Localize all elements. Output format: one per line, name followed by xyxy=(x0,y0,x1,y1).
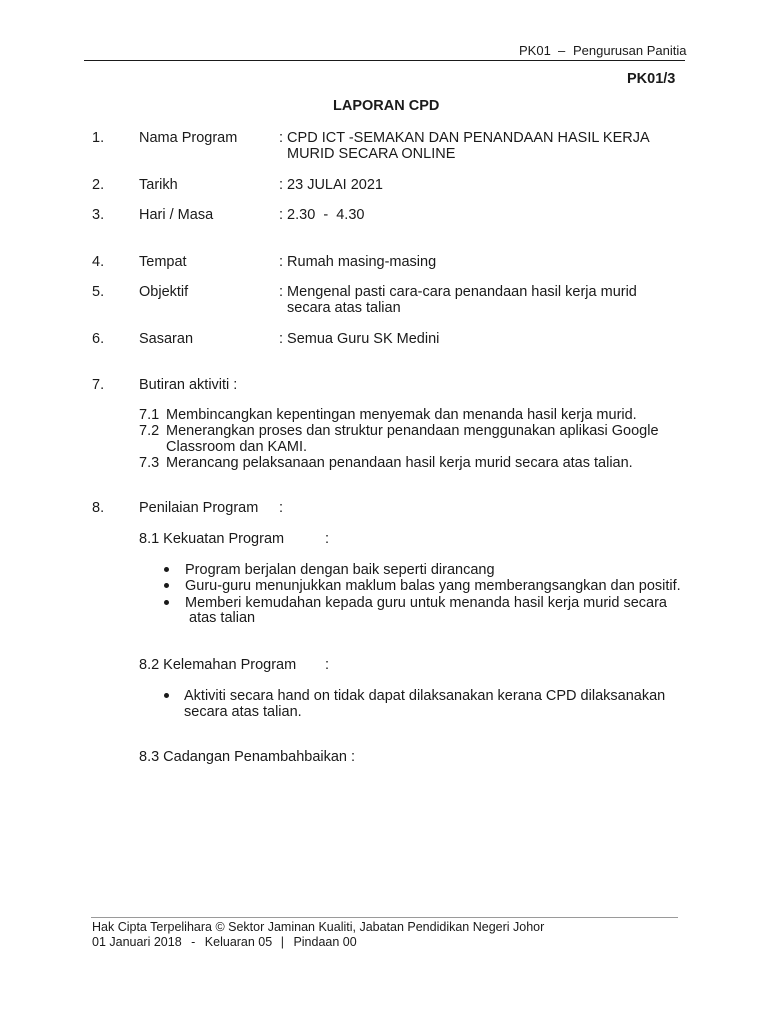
header-code: PK01 xyxy=(519,43,551,58)
header-section-title: Pengurusan Panitia xyxy=(573,43,687,58)
item-value: : 2.30 - 4.30 xyxy=(279,207,365,223)
header-rule xyxy=(84,60,685,61)
bullet-text: Memberi kemudahan kepada guru untuk menanda hasil kerja murid secara xyxy=(185,595,667,611)
evaluation-label: Penilaian Program xyxy=(139,500,259,516)
bullet-text-cont: atas talian xyxy=(189,610,256,626)
bullet-text: Program berjalan dengan baik seperti dirancang xyxy=(185,562,495,578)
footer-date: 01 Januari 2018 xyxy=(92,935,182,949)
item-number: 5. xyxy=(92,284,105,300)
footer-separator: | xyxy=(280,935,284,949)
bullet-icon xyxy=(164,583,169,588)
bullet-icon xyxy=(164,567,169,572)
item-value: : 23 JULAI 2021 xyxy=(279,177,383,193)
bullet-text: Guru-guru menunjukkan maklum balas yang memberangsangkan dan positif. xyxy=(185,578,681,594)
weaknesses-heading: 8.2 Kelemahan Program xyxy=(139,657,297,673)
footer-rule xyxy=(91,917,678,918)
form-code: PK01/3 xyxy=(627,71,676,87)
item-number: 1. xyxy=(92,130,105,146)
item-label: Tempat xyxy=(139,254,187,270)
item-number: 6. xyxy=(92,331,105,347)
strengths-heading: 8.1 Kekuatan Program xyxy=(139,531,285,547)
evaluation-colon: : xyxy=(279,500,284,516)
item-label: Butiran aktiviti : xyxy=(139,377,238,393)
item-number: 7. xyxy=(92,377,105,393)
footer-copyright: Hak Cipta Terpelihara © Sektor Jaminan Kualiti, Jabatan Pendidikan Negeri Johor xyxy=(92,920,545,934)
item-label: Sasaran xyxy=(139,331,194,347)
weaknesses-colon: : xyxy=(325,657,330,673)
improvements-heading: 8.3 Cadangan Penambahbaikan : xyxy=(139,749,356,765)
bullet-icon xyxy=(164,600,169,605)
item-number: 8. xyxy=(92,500,105,516)
strengths-colon: : xyxy=(325,531,330,547)
item-value-cont: secara atas talian xyxy=(287,300,401,316)
item-number: 4. xyxy=(92,254,105,270)
activity-number: 7.2 xyxy=(139,423,160,439)
header-separator: – xyxy=(558,43,566,58)
bullet-text: Aktiviti secara hand on tidak dapat dilaksanakan kerana CPD dilaksanakan xyxy=(184,688,666,704)
item-value: : Rumah masing-masing xyxy=(279,254,437,270)
item-number: 2. xyxy=(92,177,105,193)
item-value: : Mengenal pasti cara-cara penandaan hasil kerja murid xyxy=(279,284,637,300)
footer-separator: - xyxy=(191,935,196,949)
activity-text: Membincangkan kepentingan menyemak dan menanda hasil kerja murid. xyxy=(166,407,637,423)
item-value-cont: MURID SECARA ONLINE xyxy=(287,146,456,162)
activity-text: Menerangkan proses dan struktur penandaan menggunakan aplikasi Google xyxy=(166,423,659,439)
bullet-text-cont: secara atas talian. xyxy=(184,704,302,720)
item-value: : Semua Guru SK Medini xyxy=(279,331,440,347)
item-number: 3. xyxy=(92,207,105,223)
item-label: Objektif xyxy=(139,284,189,300)
footer-meta xyxy=(92,935,357,950)
activity-number: 7.3 xyxy=(139,455,160,471)
footer-revision: Pindaan 00 xyxy=(293,935,357,949)
footer-issue: Keluaran 05 xyxy=(204,935,273,949)
item-value: : CPD ICT -SEMAKAN DAN PENANDAAN HASIL KERJA xyxy=(279,130,650,146)
item-label: Nama Program xyxy=(139,130,238,146)
document-title: LAPORAN CPD xyxy=(333,98,440,114)
activity-number: 7.1 xyxy=(139,407,160,423)
item-label: Tarikh xyxy=(139,177,178,193)
activity-text-cont: Classroom dan KAMI. xyxy=(166,439,308,455)
item-label: Hari / Masa xyxy=(139,207,214,223)
activity-text: Merancang pelaksanaan penandaan hasil kerja murid secara atas talian. xyxy=(166,455,633,471)
bullet-icon xyxy=(164,693,169,698)
